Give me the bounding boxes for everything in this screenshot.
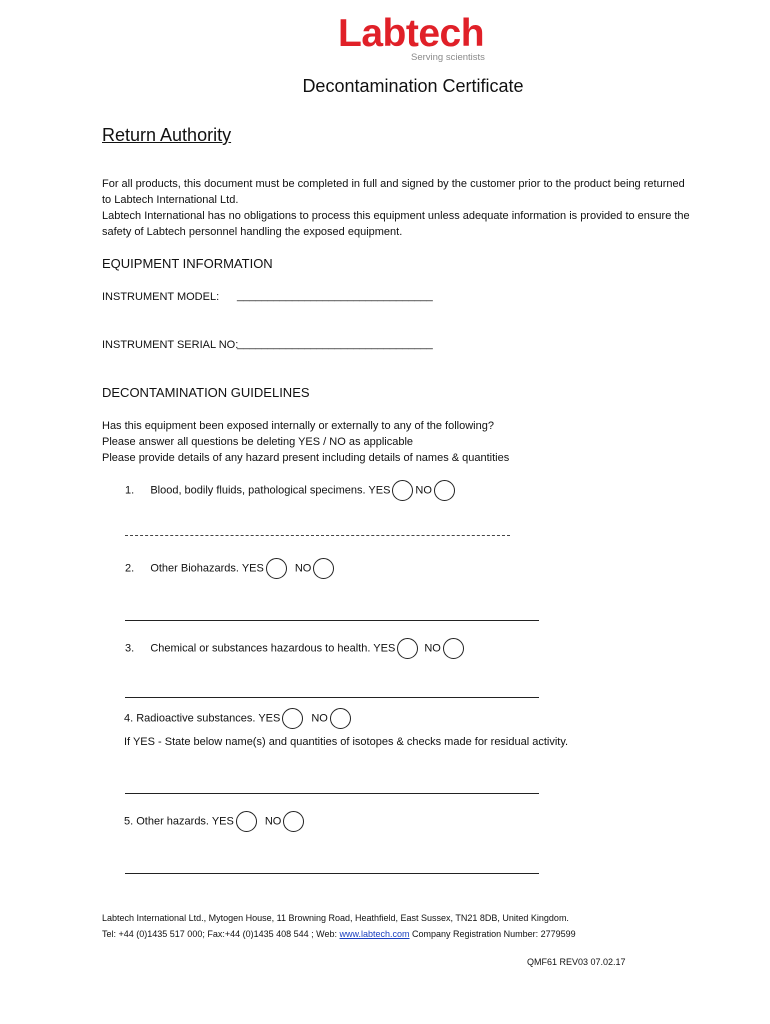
yes-radio[interactable] [392,480,413,501]
yes-radio[interactable] [266,558,287,579]
guidelines-line: Has this equipment been exposed internally or externally to any of the following? [102,420,494,432]
no-label: NO [264,815,282,828]
website-link[interactable]: www.labtech.com [339,929,410,939]
logo-tagline: Serving scientists [411,52,485,63]
guidelines-text [102,418,509,466]
question-text: 5. Other hazards. YES [124,815,234,828]
question-text: Chemical or substances hazardous to health. YES [150,642,396,655]
instrument-serial-label: INSTRUMENT SERIAL NO: [102,339,239,351]
footer-registration: Company Registration Number: 2779599 [409,929,576,939]
answer-line-4[interactable] [125,793,539,794]
yes-radio[interactable] [282,708,303,729]
page-title: Decontamination Certificate [302,76,524,96]
question-text: Blood, bodily fluids, pathological specimens. YES [150,484,391,497]
intro-paragraph [102,176,690,240]
no-radio[interactable] [443,638,464,659]
answer-line-5[interactable] [125,873,539,874]
yes-radio[interactable] [236,811,257,832]
guidelines-line: Please provide details of any hazard present including details of names & quantities [102,452,510,464]
intro-line: safety of Labtech personnel handling the exposed equipment. [102,226,403,238]
question-2 [125,558,336,579]
question-text: 4. Radioactive substances. YES [124,712,281,725]
no-label: NO [415,484,432,497]
question-1 [125,480,457,501]
answer-line-3[interactable] [125,697,539,698]
no-label: NO [311,712,328,725]
instrument-model-label: INSTRUMENT MODEL: [102,291,220,303]
question-3 [125,638,466,659]
question-number: 2. [125,562,135,575]
no-radio[interactable] [283,811,304,832]
section-heading-return-authority: Return Authority [102,125,232,145]
document-reference: QMF61 REV03 07.02.17 [527,957,626,967]
yes-radio[interactable] [397,638,418,659]
footer-address: Labtech International Ltd., Mytogen House, 11 Browning Road, Heathfield, East Sussex, TN21 8DB, United Kingdom. [102,913,569,923]
answer-line-2[interactable] [125,620,539,621]
question-5 [124,811,306,832]
instrument-serial-field[interactable]: ________________________________ [237,338,433,350]
question-text: Other Biohazards. YES [150,562,264,575]
guidelines-line: Please answer all questions be deleting YES / NO as applicable [102,436,414,448]
intro-line: For all products, this document must be completed in full and signed by the customer prior to the product being returned [102,178,685,190]
no-radio[interactable] [434,480,455,501]
equipment-heading: EQUIPMENT INFORMATION [102,256,273,271]
no-label: NO [294,562,312,575]
intro-line: Labtech International has no obligations to process this equipment unless adequate information is provided to ensure the [102,210,690,222]
no-radio[interactable] [330,708,351,729]
no-label: NO [424,642,441,655]
question-number: 1. [125,484,135,497]
logo: Labtech [338,12,485,55]
question-4-note: If YES - State below name(s) and quantities of isotopes & checks made for residual activity. [124,736,569,748]
guidelines-heading: DECONTAMINATION GUIDELINES [102,385,310,400]
question-number: 3. [125,642,135,655]
instrument-model-field[interactable]: ________________________________ [237,290,433,302]
no-radio[interactable] [313,558,334,579]
answer-line-1[interactable] [125,535,510,536]
question-4 [124,708,353,729]
footer-contact [102,929,576,939]
footer-contact-text: Tel: +44 (0)1435 517 000; Fax:+44 (0)1435 408 544 ; Web: [102,929,340,939]
intro-line: to Labtech International Ltd. [102,194,239,206]
